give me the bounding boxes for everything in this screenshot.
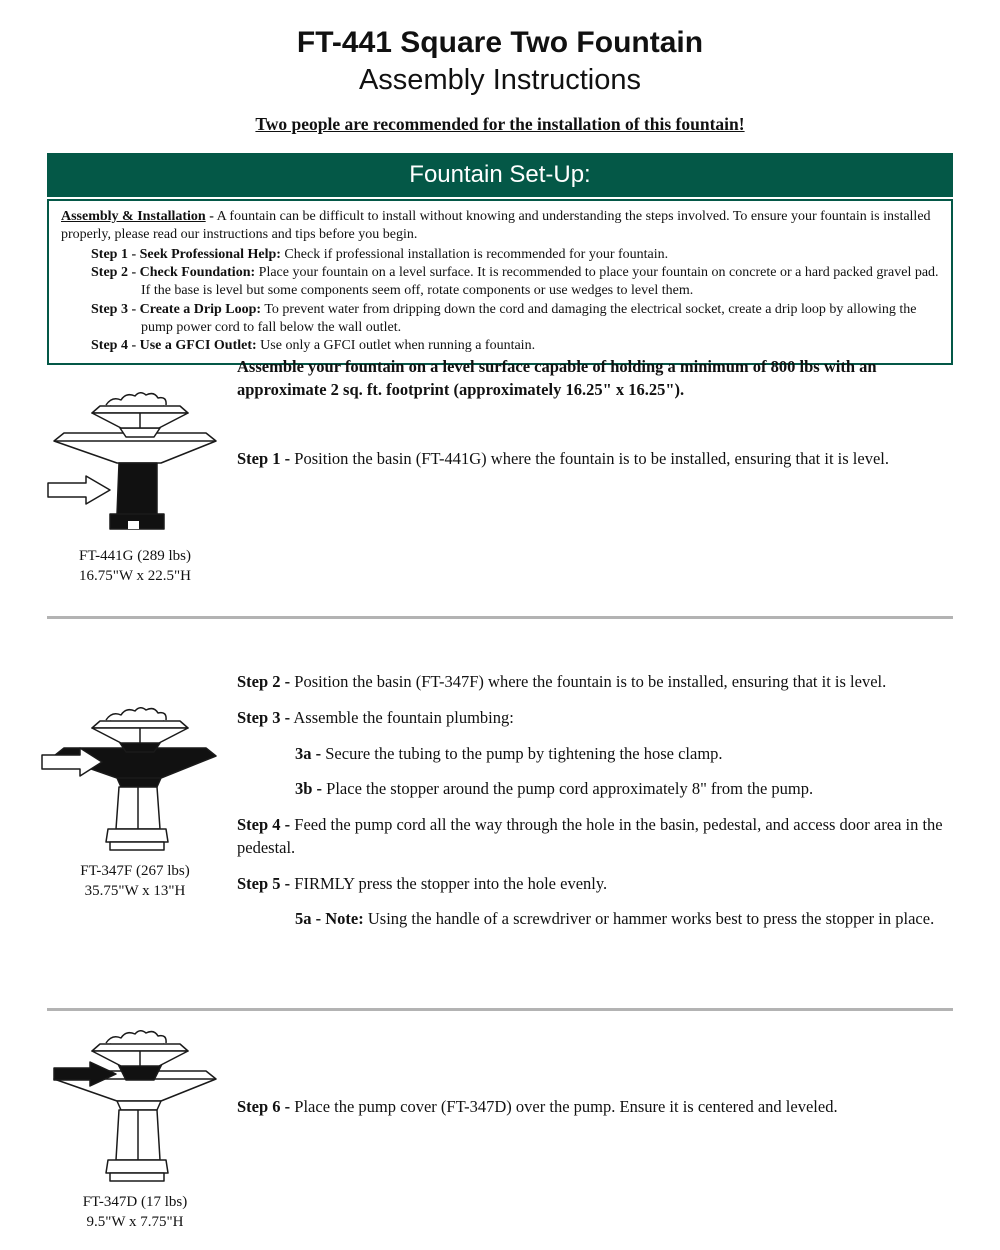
step-3a-text: Secure the tubing to the pump by tightening the hose clamp.: [325, 743, 723, 763]
figure-ft347d-caption-line2: 9.5"W x 7.75"H: [86, 1214, 184, 1231]
fountain-illustration-ft347d: [40, 1028, 230, 1186]
step-5a-text: Using the handle of a screwdriver or hammer works best to press the stopper in place.: [367, 909, 935, 929]
step-3a-label: 3a -: [295, 743, 322, 763]
setup-step-3-text: To prevent water from dripping down the cord and damaging the electrical socket, create a drip loop by allowing the pump power cord to fall below the wall outlet.: [141, 301, 917, 335]
step-3b: [295, 778, 967, 801]
setup-step-4-label: Step 4 -: [91, 338, 137, 354]
fountain-illustration-ft441g: [40, 390, 230, 540]
step-1: [237, 448, 967, 471]
step-1-label: Step 1 -: [237, 448, 291, 468]
setup-step-2-bold: Check Foundation:: [139, 265, 256, 281]
figure-ft347f-caption-line2: 35.75"W x 13"H: [84, 883, 186, 900]
setup-step-3: [91, 301, 939, 337]
page-subtitle: Assembly Instructions: [358, 64, 642, 96]
step-3-label: Step 3 -: [237, 707, 291, 727]
finial-icon: [106, 1031, 166, 1043]
surface-requirement: Assemble your fountain on a level surface capable of holding a minimum of 800 lbs with an approximate 2 sq. ft. footprint (approximately 16.25" x 16.25").: [237, 357, 877, 399]
setup-step-2-label: Step 2 -: [91, 265, 137, 281]
pump-cover-outline: [120, 428, 160, 437]
step-6-text: Place the pump cover (FT-347D) over the pump. Ensure it is centered and leveled.: [294, 1097, 838, 1116]
arrow-icon: [48, 476, 110, 504]
step-5a-label: 5a -: [295, 909, 322, 929]
step-2: [237, 671, 967, 694]
step-5a-note-label: Note:: [325, 909, 364, 929]
setup-step-1-bold: Seek Professional Help:: [139, 246, 281, 262]
figure-ft347d: [40, 1028, 230, 1233]
pedestal-highlighted: [117, 463, 157, 514]
figure-caption: [40, 861, 230, 902]
small-bowl: [92, 721, 188, 728]
figure-ft441g-caption-line2: 16.75"W x 22.5"H: [79, 568, 191, 585]
step-3b-label: 3b -: [295, 779, 323, 799]
figure-ft441g-caption-line1: FT-441G (289 lbs): [79, 548, 191, 564]
setup-intro-text: A fountain can be difficult to install without knowing and understanding the steps involved. To ensure your fountain is installed properly, please read our instructions and tips before you begin.: [61, 209, 931, 242]
setup-step-2: [91, 264, 939, 300]
setup-step-1-label: Step 1 -: [91, 246, 137, 262]
step-2-text: Position the basin (FT-347F) where the fountain is to be installed, ensuring that it is level.: [294, 672, 887, 691]
setup-step-1: [91, 246, 939, 264]
page-title: FT-441 Square Two Fountain: [296, 26, 704, 59]
setup-step-4-text: Use only a GFCI outlet when running a fountain.: [260, 338, 536, 354]
step-3-text: Assemble the fountain plumbing:: [293, 707, 514, 727]
step-6-label: Step 6 -: [237, 1097, 291, 1116]
step-5-label: Step 5 -: [237, 873, 291, 893]
setup-step-2-text: Place your fountain on a level surface. It is recommended to place your fountain on concrete or a hard packed gravel pad. If the base is level but some components seem off, rotate components or use wedges to level them.: [141, 265, 939, 299]
fountain-illustration-ft347f: [40, 705, 230, 855]
step-3a: [295, 743, 967, 766]
section1-text: [237, 356, 967, 483]
figure-caption: [40, 546, 230, 587]
figure-ft347f: [40, 705, 230, 902]
figure-ft441g: [40, 390, 230, 587]
section-divider: [47, 616, 953, 619]
setup-step-1-text: Check if professional installation is recommended for your fountain.: [284, 246, 669, 262]
step-5: [237, 873, 967, 896]
installation-note: Two people are recommended for the installation of this fountain!: [255, 114, 745, 134]
setup-step-4: [91, 337, 939, 355]
step-1-text: Position the basin (FT-441G) where the fountain is to be installed, ensuring that it is level.: [294, 448, 889, 468]
step-4-text: Feed the pump cord all the way through the hole in the basin, pedestal, and access door area in the pedestal.: [237, 815, 943, 857]
setup-box: [47, 199, 953, 365]
pump-cover-outline: [120, 743, 160, 752]
setup-intro-sep: -: [209, 209, 214, 224]
step-5-text: FIRMLY press the stopper into the hole evenly.: [294, 873, 608, 893]
section3-text: [237, 1096, 967, 1132]
setup-banner: Fountain Set-Up:: [47, 153, 953, 197]
step-4: [237, 814, 967, 860]
small-bowl: [92, 1044, 188, 1051]
step-3b-text: Place the stopper around the pump cord approximately 8" from the pump.: [326, 779, 814, 799]
section2-text: [237, 671, 967, 944]
section-divider: [47, 1008, 953, 1011]
step-6: [237, 1096, 967, 1119]
finial-icon: [106, 708, 166, 720]
setup-step-3-bold: Create a Drip Loop:: [139, 301, 262, 317]
step-3: [237, 707, 967, 730]
step-4-label: Step 4 -: [237, 815, 291, 835]
setup-intro: [61, 208, 939, 244]
setup-intro-label: Assembly & Installation: [61, 209, 206, 224]
setup-step-4-bold: Use a GFCI Outlet:: [139, 338, 257, 354]
small-bowl: [92, 406, 188, 413]
figure-caption: [40, 1192, 230, 1233]
step-2-label: Step 2 -: [237, 672, 291, 691]
figure-ft347f-caption-line1: FT-347F (267 lbs): [80, 863, 190, 879]
figure-ft347d-caption-line1: FT-347D (17 lbs): [82, 1194, 188, 1210]
step-5a: [295, 908, 967, 931]
setup-step-3-label: Step 3 -: [91, 301, 137, 317]
finial-icon: [106, 393, 166, 405]
